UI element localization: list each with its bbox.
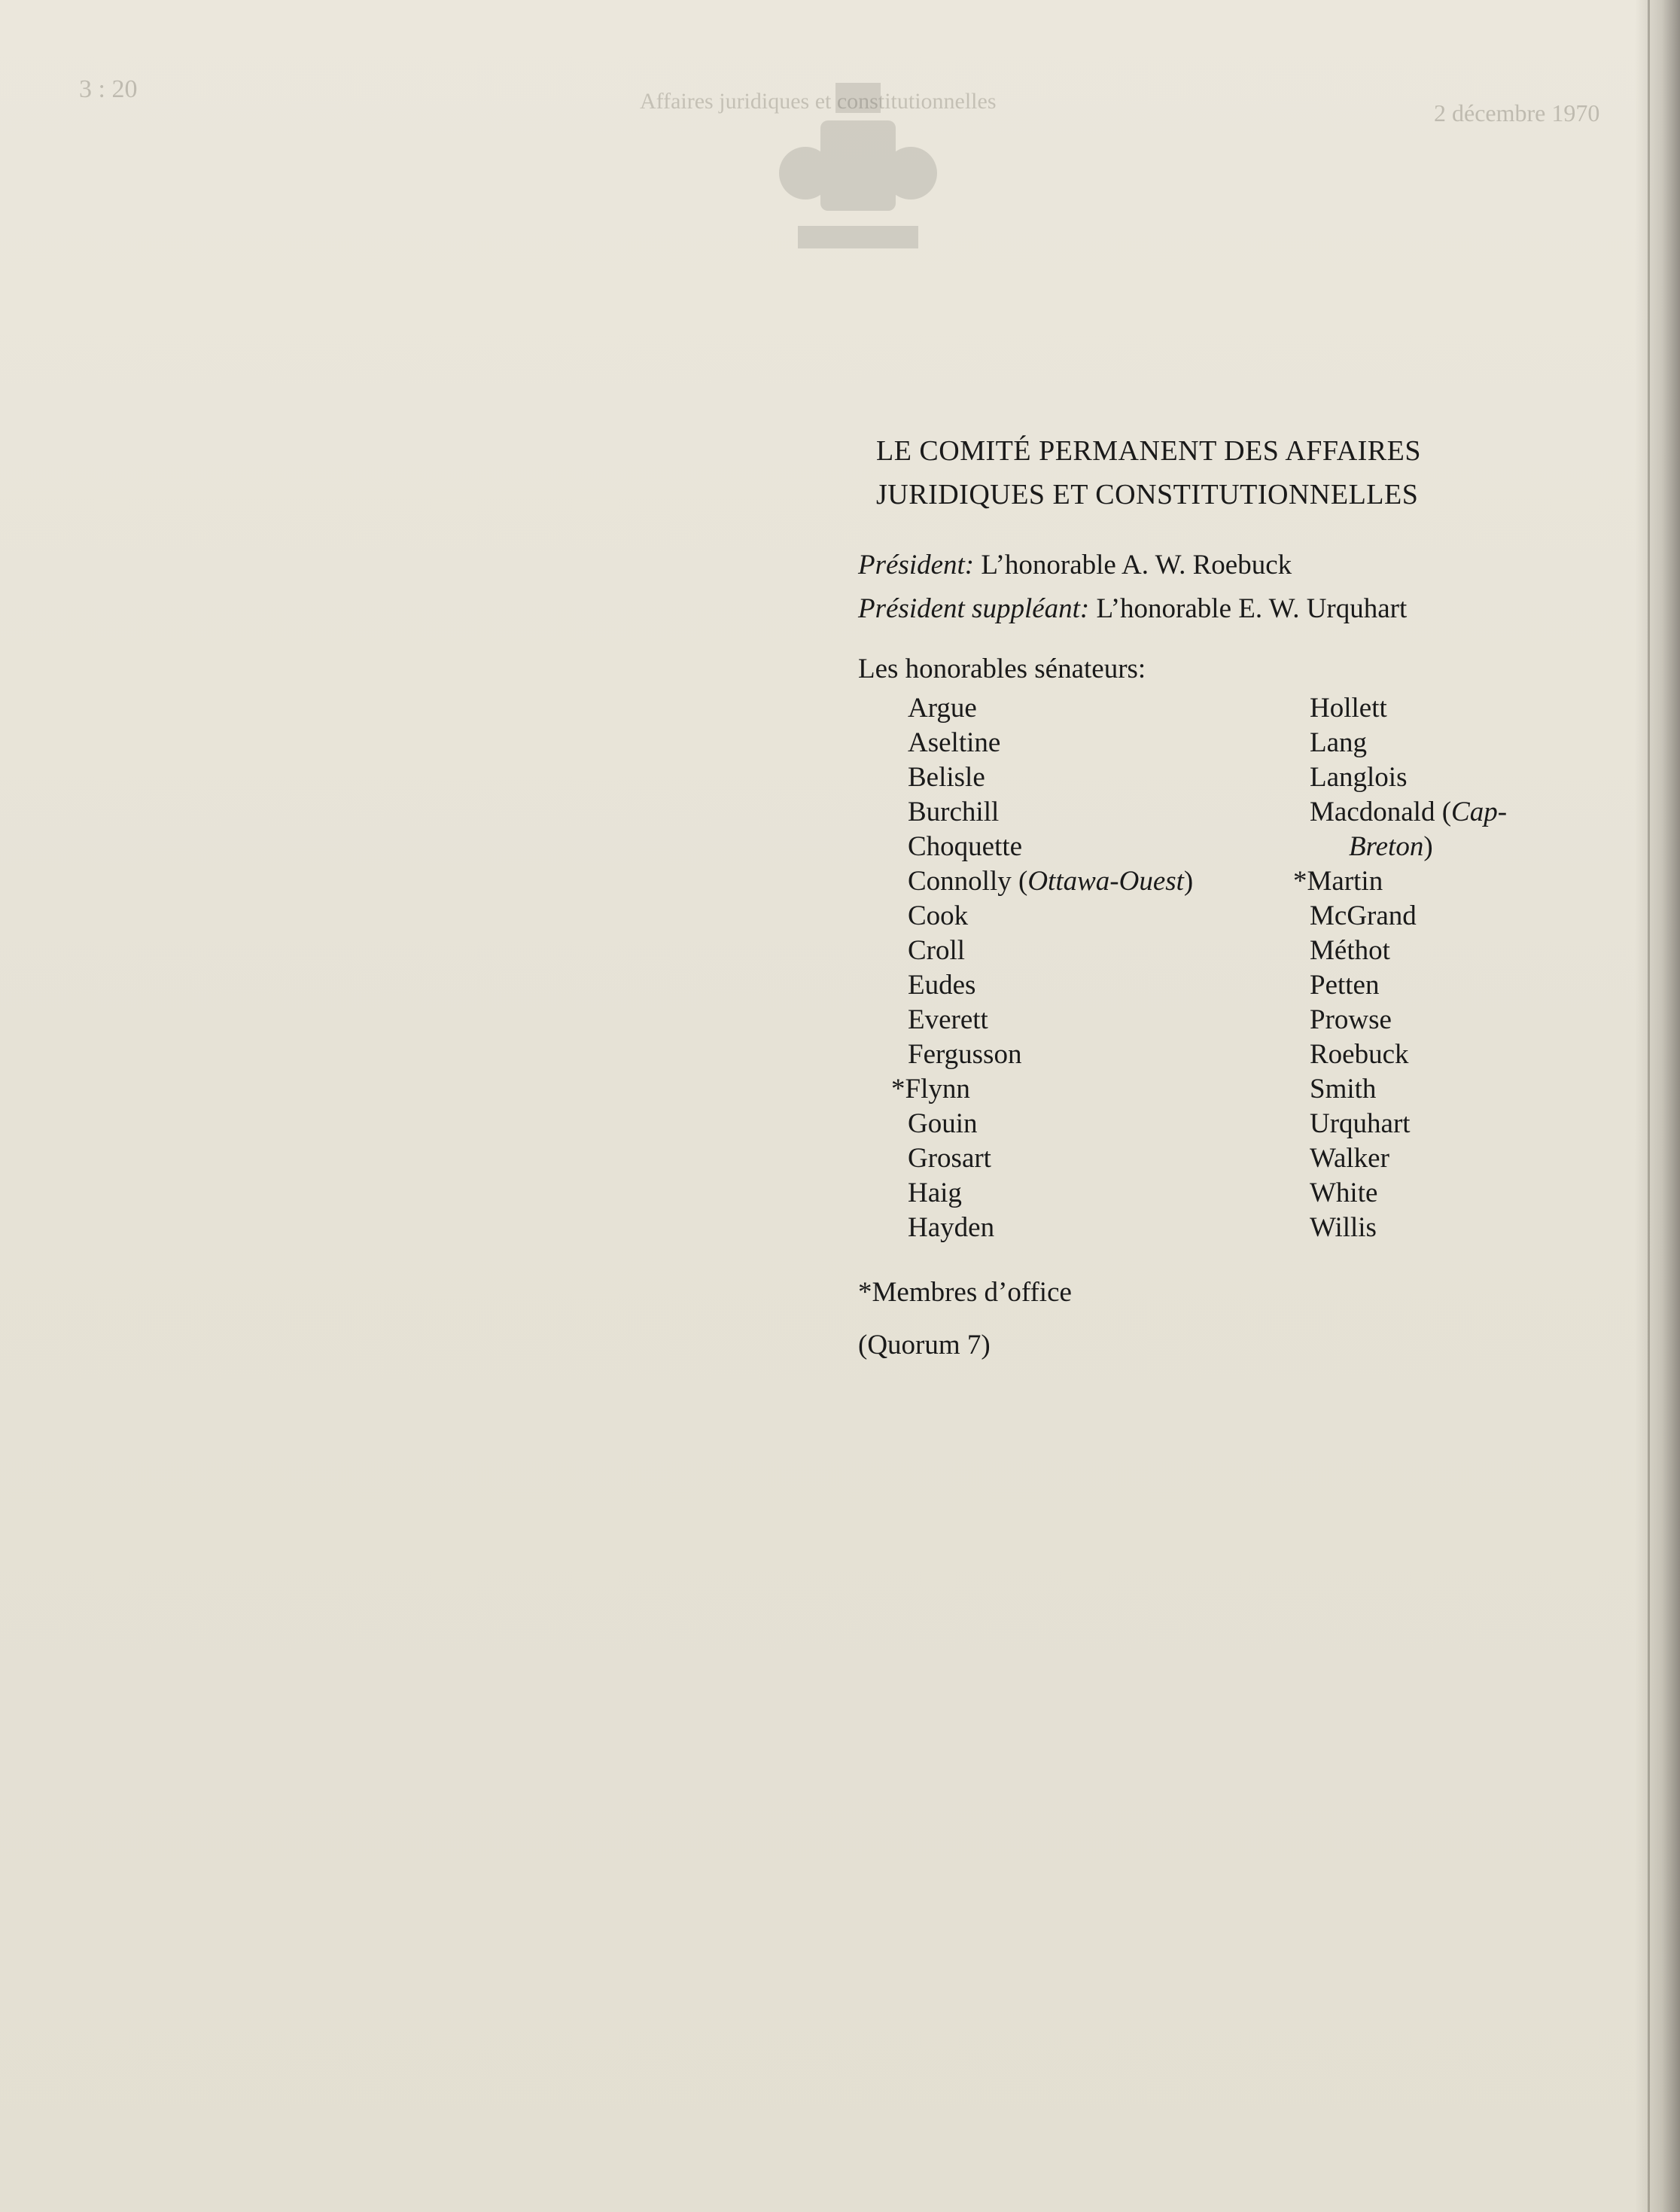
running-title: Affaires juridiques et constitutionnelles xyxy=(640,89,997,114)
senator-name: Grosart xyxy=(908,1143,991,1174)
senator-name: Langlois xyxy=(1310,762,1408,793)
senator-name: Hayden xyxy=(908,1212,995,1243)
senator-name: Smith xyxy=(1310,1074,1377,1104)
senator-name: Urquhart xyxy=(1310,1108,1411,1139)
senator-name: Aseltine xyxy=(908,727,1001,758)
senator-name: Everett xyxy=(908,1004,988,1035)
senator-name: McGrand xyxy=(1310,900,1417,931)
senator-riding-close: ) xyxy=(1423,831,1433,862)
senator-name: *Flynn xyxy=(891,1074,970,1104)
senator-name: Choquette xyxy=(908,831,1023,862)
senator-name: Méthot xyxy=(1310,935,1390,966)
vice-president-name: L’honorable E. W. Urquhart xyxy=(1096,593,1408,624)
senator-riding-close: ) xyxy=(1183,866,1194,897)
senator-riding: Cap- xyxy=(1451,797,1508,827)
president-line xyxy=(858,544,1626,587)
senator-name: White xyxy=(1310,1178,1378,1208)
senator-name-macdonald xyxy=(1310,795,1507,830)
senators-list xyxy=(858,691,1626,1263)
quorum-note: (Quorum 7) xyxy=(858,1330,991,1360)
senator-name: Croll xyxy=(908,935,966,966)
ex-officio-note: *Membres d’office xyxy=(858,1277,1072,1308)
senator-name: Argue xyxy=(908,693,977,724)
vice-president-role: Président suppléant: xyxy=(858,593,1090,624)
page-edge-shadow xyxy=(1635,0,1680,2212)
senator-name: Hollett xyxy=(1310,693,1387,724)
senator-name: Haig xyxy=(908,1178,962,1208)
senator-name: Petten xyxy=(1310,970,1380,1001)
committee-membership xyxy=(858,429,1626,1369)
senator-name: Prowse xyxy=(1310,1004,1392,1035)
senators-left-column xyxy=(891,691,1194,1245)
committee-title-line-1: LE COMITÉ PERMANENT DES AFFAIRES xyxy=(876,435,1421,467)
senator-name: Lang xyxy=(1310,727,1368,758)
president-name: L’honorable A. W. Roebuck xyxy=(981,550,1292,580)
senator-name: *Martin xyxy=(1293,866,1383,897)
senator-name: Willis xyxy=(1310,1212,1377,1243)
running-date: 2 décembre 1970 xyxy=(1434,99,1600,126)
senator-name: Eudes xyxy=(908,970,976,1001)
committee-title xyxy=(876,429,1626,516)
senator-name: Belisle xyxy=(908,762,985,793)
senator-riding-continuation xyxy=(1310,830,1507,864)
senator-riding: Breton xyxy=(1349,831,1424,862)
senator-name-connolly xyxy=(908,864,1193,899)
page-number: 3 : 20 xyxy=(79,75,138,103)
president-role: Président: xyxy=(858,550,975,580)
senator-name: Walker xyxy=(1310,1143,1389,1174)
senator-name: Gouin xyxy=(908,1108,978,1139)
senator-name: Burchill xyxy=(908,797,1000,827)
senator-surname: Connolly ( xyxy=(908,866,1028,897)
committee-title-line-2: JURIDIQUES ET CONSTITUTIONNELLES xyxy=(876,479,1419,510)
senator-name: Roebuck xyxy=(1310,1039,1409,1070)
senator-name: Cook xyxy=(908,900,969,931)
senator-riding: Ottawa-Ouest xyxy=(1027,866,1184,897)
vice-president-line xyxy=(858,587,1626,631)
senator-name: Fergusson xyxy=(908,1039,1022,1070)
senators-right-column xyxy=(1293,691,1508,1245)
senators-label: Les honorables sénateurs: xyxy=(858,654,1146,684)
senator-surname: Macdonald ( xyxy=(1310,797,1452,827)
